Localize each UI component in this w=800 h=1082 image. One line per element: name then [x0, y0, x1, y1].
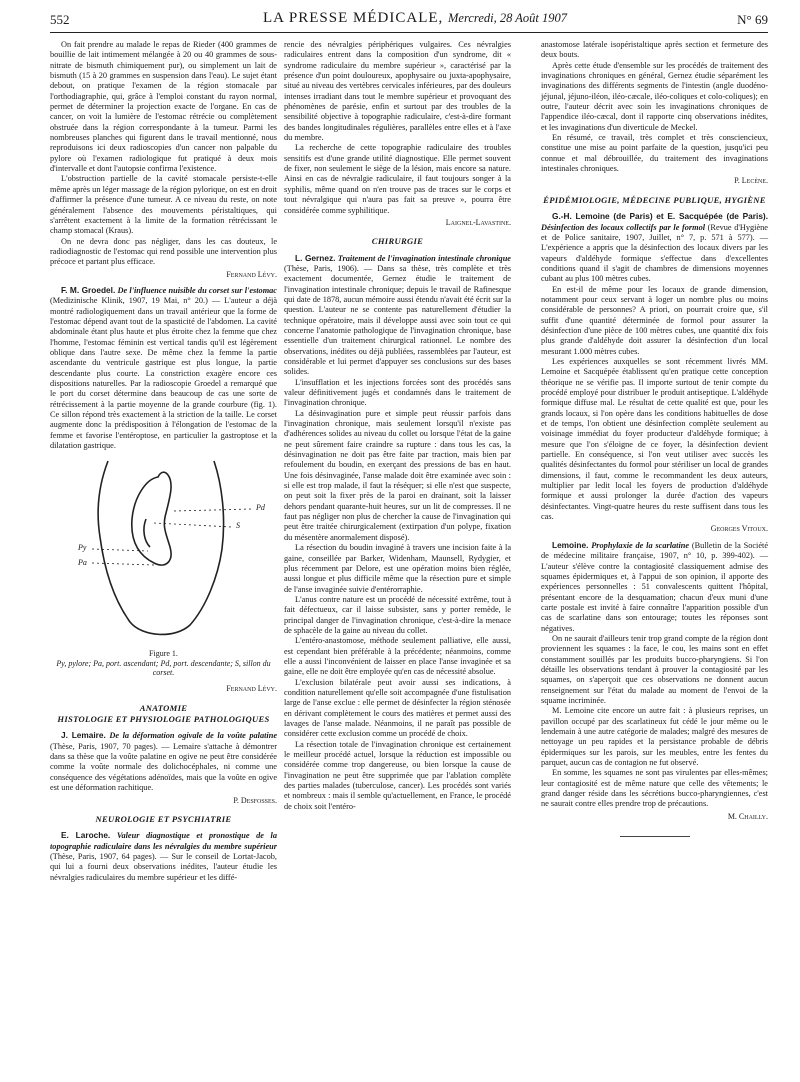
column-1: [50, 40, 277, 883]
section-heading: CHIRURGIE: [371, 236, 424, 247]
paragraph: La résection totale de l'invagination chronique est certainement le meilleur procédé actuel, lorsque la réduction est impossible ou considérée comme trop dangereuse, ou bien lorsque la cause de l'invagination ne peut être supprimée que par l'ablation complète des parties malades (tuberculose, cancer). Les procédés sont variés et nombreux : mais il semble qu'actuellement, en France, le procédé de choix soit l'entéro-: [284, 739, 511, 811]
article-author: J. Lemaire.: [61, 730, 106, 741]
paragraph: La recherche de cette topographie radiculaire des troubles sensitifs est d'une grande utilité diagnostique. Elle permet souvent de fixer, non seulement le siège de la lésion, mais encore sa nature. Ainsi en cas de névralgie radiculaire, il faut toujours songer à la syphilis, même quand on n'en trouve pas de traces sur le corps et tout névralgique qui n'aura pas fait sa preuve », pourra être considérée comme syphilitique.: [284, 143, 511, 215]
article-groedel: [50, 285, 277, 452]
article-text: (Thèse, Paris, 1906). — Dans sa thèse, très complète et très exactement documentée, Gernez étudie le traitement de l'invagination intestinale chronique; depuis le travail de Rafinesque qui date de 1878, aucun mémoire aussi étendu n'avait été écrit sur la question. L'auteur ne se contente pas naturellement d'étudier la technique opératoire, mais il développe aussi avec soin tout ce qui concerne l'anatomie pathologique de l'invagination chronique, base essentielle d'un traitement chirurgical rationnel. Le nombre des observations, inédites ou déjà publiées, rassemblées par l'auteur, est considérable et lui permet d'appuyer ses conclusions sur des bases solides.: [284, 263, 511, 377]
paragraph: Les expériences auxquelles se sont récemment livrés MM. Lemoine et Sacquépée établissent qu'en pratique cette conception théorique ne se vérifie pas. Il importe surtout de tenir compte du procédé employé pour distribuer le produit antiseptique. L'aldéhyde formique diffuse mal. Le résultat de cette qualité est que, pour les grands locaux, si l'on opère dans les conditions habituelles de dose et de temps, l'on obtient une désinfection complète seulement au voisinage immédiat du foyer producteur d'aldéhyde formique; à mesure que l'on s'éloigne de ce foyer, la désinfection devient partielle. En conséquence, si l'on veut utiliser avec succès les qualités désinfectantes du formol pour stériliser un local de grandes dimensions, il faut, comme le recommandent les deux auteurs, multiplier par ledit local les foyers de production d'aldéhyde formique et aussi prolonger la durée d'action des vapeurs désinfectantes. Vingt-quatre heures du reste suffisent dans tous les cas.: [541, 356, 768, 522]
end-rule: [620, 836, 690, 837]
paragraph: La désinvagination pure et simple peut réussir parfois dans l'invagination chronique, mais seulement lorsqu'il n'existe pas d'adhérences solides au niveau du collet ou lorsque l'état de la gaine ne peut sûrement faire craindre sa rupture : dans tous les cas, la désinvagination ne doit pas être faite par traction, mais bien par refoulement du boudin, en exerçant des pressions de bas en haut. Une fois désinvaginée, l'anse malade doit être examinée avec soin : si elle est trop malade, il faut la réséquer; si elle n'est que suspecte, on peut soit la fixer près de la paroi en drainant, soit la laisser dehors pendant quarante-huit heures, sur un lit de compresses. Il ne faut pas négliger non plus de chercher la cause de l'invagination qui peut être traitée chirurgicalement (extirpation d'un polype, fixation du mésentère anormalement disposé).: [284, 408, 511, 542]
article-text: (Bulletin de la Société de médecine militaire française, 1907, n° 10, p. 399-402). — L'auteur s'élève contre la contagiosité classiquement admise des squames épidermiques et, à l'appui de son opinion, il apporte des expériences personnelles : 51 convalescents quittent l'hôpital, présentant encore de la desquamation; chacun d'eux muni d'une carte postale est invité à faire connaître l'apparition possible d'un cas de scarlatine dans son entourage; toutes les réponses sont négatives.: [541, 540, 769, 633]
paragraph: M. Lemoine cite encore un autre fait : à plusieurs reprises, un pavillon occupé par des scarlatineux fut cédé le jour même ou le lendemain à une autre catégorie de malades; malgré des mesures de nettoyage un peu rapides et la persistance probable de débris épidermiques sur les parois, sur les meubles, entre les fentes du parquet, aucun cas de contagion ne fut observé.: [541, 706, 768, 768]
article-lemoine: [541, 540, 768, 634]
paragraph: En somme, les squames ne sont pas virulentes par elles-mêmes; leur contagiosité est de même nature que celle des vêtements; le grand danger réside dans les sécrétions bucco-pharyngiennes, c'est ne saurait contre elles prendre trop de précautions.: [541, 768, 768, 809]
paragraph: En est-il de même pour les locaux de grande dimension, notamment pour ceux servant à loger un nombre plus ou moins considérable de personnes? A priori, on pourrait croire que, s'il suffit d'une quantité déterminée de formol pour assurer la désinfection d'une pièce de 100 mètres cubes, une quantité dix fois plus grande d'aldéhyde doit assurer la désinfection d'un local mesurant 1.000 mètres cubes.: [541, 284, 768, 356]
article-laroche: [50, 830, 277, 883]
paragraph: L'entéro-anastomose, méthode seulement palliative, elle aussi, est cependant bien préférable à la précédente; néanmoins, comme elle a aussi l'inconvénient de laisser en place l'anse invaginée et sa gaine, elle ne doit être employée qu'en cas de nécessité absolue.: [284, 636, 511, 677]
figure-caption: [50, 649, 277, 678]
paragraph: On ne saurait d'ailleurs tenir trop grand compte de la région dont proviennent les squames : la face, le cou, les mains sont en effet constamment souillés par les produits bucco-pharyngiens. Si l'on détaille les observations tendant à prouver la contagiosité par les squames, on s'aperçoit que ces observations ne donnent aucun renseignement sur l'état du malade au moment de l'envoi de la squame incriminée.: [541, 633, 768, 705]
label-pa: Pa: [78, 558, 87, 568]
column-2: [284, 40, 511, 812]
issue-date: Mercredi, 28 Août 1907: [448, 11, 567, 25]
article-title: Prophylaxie de la scarlatine: [591, 540, 690, 550]
paragraph: rencie des névralgies périphériques vulgaires. Ces névralgies radiculaires entrent dans la composition d'un syndrome, dit « syndrome radiculaire du membre supérieur », caractérisé par la présence d'un point douloureux, apophysaire ou juxta-apophysaire, situé au niveau des vertèbres cervicales inférieures, par des douleurs intenses irradiant dans tout le membre supérieur et provoquant des phénomènes de parésie, enfin et surtout par des troubles de la sensibilité objective à topographie radiculaire, c'est-à-dire formant des bandes longitudinales régulières, parallèles entre elles et à l'axe du membre.: [284, 40, 511, 143]
article-title: De la déformation ogivale de la voûte palatine: [109, 731, 278, 741]
journal-name: LA PRESSE MÉDICALE,: [263, 10, 444, 26]
section-heading: ANATOMIE: [139, 702, 188, 713]
signature: M. Chailly.: [727, 811, 768, 821]
label-py: Py: [78, 543, 87, 553]
figure-caption-title: Figure 1.: [149, 649, 178, 659]
article-author: E. Laroche.: [61, 830, 111, 841]
signature: Georges Vitoux.: [710, 524, 768, 534]
issue-number: N° 69: [737, 12, 768, 27]
signature: Laignel-Lavastine.: [445, 217, 511, 227]
paragraph: L'insufflation et les injections forcées sont des procédés sans valeur définitivement jugés et condamnés dans le traitement de l'invagination chronique.: [284, 377, 511, 408]
section-heading: ÉPIDÉMIOLOGIE, MÉDECINE PUBLIQUE, HYGIÈNE: [543, 194, 766, 205]
page-number: 552: [50, 12, 70, 27]
running-title: [180, 10, 650, 27]
article-title: Valeur diagnostique et pronostique de la topographie radiculaire dans les névralgies du membre supérieur: [50, 831, 278, 851]
signature: P. Desfosses.: [233, 795, 277, 805]
paragraph: L'obstruction partielle de la cavité stomacale persiste-t-elle même après un léger massage de la région pylorique, on est en droit d'affirmer la présence d'une tumeur. A ce niveau du reste, on note généralement l'absence des mouvements péristaltiques, qui s'arrêtent exactement à la limite de la formation rétrécissant le champ stomacal (Kraus).: [50, 174, 277, 236]
article-gernez: [284, 253, 511, 378]
paragraph: L'exclusion bilatérale peut avoir aussi ses indications, à condition naturellement qu'elle soit accompagnée d'une fistulisation large de l'anse exclue : elle permet de désinfecter la région sténosée en dérivant complètement le cours des matières et permet aussi des lavages de l'anse malade. Néanmoins, il ne paraît pas possible de considérer cette exclusion comme un procédé de choix.: [284, 677, 511, 739]
article-author: L. Gernez.: [295, 252, 336, 263]
paragraph: L'anus contre nature est un procédé de nécessité extrême, tout à fait défectueux, car il laisse subsister, sans y porter remède, le principal danger de l'invagination chronique, c'est-à-dire la menace de sphacèle de la gaine au niveau du collet.: [284, 594, 511, 635]
label-pd: Pd: [256, 503, 265, 513]
section-heading: NEUROLOGIE ET PSYCHIATRIE: [95, 813, 232, 824]
article-text: (Revue d'Hygiène et de Police sanitaire, 1907, Juillet, n° 7, p. 571 à 577). — L'expérience a appris que la désinfection des locaux divers par les vapeurs d'aldéhyde formique s'effectue dans d'excellentes conditions quand il s'agit de chambres de dimensions moyennes cubant au plus 100 mètres cubes.: [541, 222, 768, 284]
article-title: Traitement de l'invagination intestinale chronique: [337, 253, 511, 263]
article-text: (Thèse, Paris, 1907, 70 pages). — Lemaire s'attache à démontrer dans sa thèse que la voûte palatine en ogive ne peut être considérée comme la voûte normale des dolichocéphales, ni comme une conséquence des végétations adénoïdes, mais que la voûte en ogive est une déformation rachitique.: [50, 741, 277, 793]
paragraph: On ne devra donc pas négliger, dans les cas douteux, le radiodiagnostic de l'estomac qui rend possible une intervention plus précoce et partant plus efficace.: [50, 236, 277, 267]
article-text: (Medizinische Klinik, 1907, 19 Mai, n° 20.) — L'auteur a déjà montré radiologiquement dans un travail antérieur que la forme de l'estomac dépend avant tout de la spasticité de l'abdomen. La cavité abdominale étant plus haute et plus étroite chez la femme que chez l'homme, l'estomac féminin est vertical tandis qu'il est légèrement oblique dans l'autre sexe. De même chez la femme la partie ascendante du ventricule gastrique est plus longue, la partie descendante plus courte. La constriction exagère encore ces dispositions naturelles. Par la radioscopie Groedel a remarqué que le port du corset détermine dans beaucoup de cas une sorte de rétrécissement à la partie moyenne de la grande courbure (fig. 1). Ce sillon répond très exactement à la striction de la taille. Le corset augmente donc la prédisposition à l'élongation de l'estomac de la femme et favorise l'entéroptose, en particulier la gastroptose et la dilatation gastrique.: [50, 296, 277, 451]
article-lemoine-sacquepee: [541, 211, 768, 284]
column-3: [541, 40, 768, 837]
article-title: Désinfection des locaux collectifs par le formol: [541, 222, 706, 232]
article-author: Lemoine.: [552, 539, 589, 550]
label-s: S: [236, 521, 240, 531]
page-header: [50, 10, 768, 33]
paragraph: En résumé, ce travail, très complet et très consciencieux, constitue une mise au point parfaite de la question, jusqu'ici peu connue et mal débrouillée, du traitement des invaginations intestinales chroniques.: [541, 133, 768, 174]
paragraph: On fait prendre au malade le repas de Rieder (400 grammes de bouillie de lait intimement mélangée à 20 ou 40 grammes de sous-nitrate de bismuth chimiquement pur), ou simplement un lait de bismuth (15 à 20 grammes en suspension dans l'eau). Le sujet étant debout, on pratique l'examen de la région stomacale par l'orthodiagraphie, qui, grâce à l'emploi constant du rayon normal, permet de déterminer la projection exacte de l'organe. En cas de cancer, on voit la lumière de l'estomac rétrécie ou complètement obstruée dans la région correspondante à la tumeur. Parmi les nombreuses planches qui figurent dans le travail mentionné, nous reproduisons ici deux radioscopies d'un cancer non palpable du pylore où l'examen radiologique fut pratiqué à deux mois d'intervalle et dont l'autopsie confirma l'existence.: [50, 40, 277, 174]
signature: P. Lecène.: [734, 176, 768, 186]
signature: Fernand Lévy.: [226, 684, 277, 694]
paragraph: anastomose latérale isopéristaltique après section et fermeture des deux bouts.: [541, 40, 768, 60]
article-text: (Thèse, Paris, 1907, 64 pages). — Sur le conseil de Lortat-Jacob, qui lui a fourni deux observations inédites, l'auteur étudie les névralgies radiculaires du membre supérieur et les diffé-: [50, 851, 277, 882]
article-author: F. M. Groedel.: [61, 284, 116, 295]
article-author: G.-H. Lemoine (de Paris) et E. Sacquépée (de Paris).: [552, 211, 768, 222]
paragraph: Après cette étude d'ensemble sur les procédés de traitement des invaginations chroniques en général, Gernez étudie séparément les invaginations des différents segments de l'intestin (angle duodéno-jéjunal, jéjuno-iléon, iléo-cæcale, iléo-coliques et colo-coliques); en outre, l'auteur décrit avec soin les invaginations chroniques de l'appendice iléo-cæcal, dont il rapporte cinq observations inédites, et les invaginations d'un diverticule de Meckel.: [541, 60, 768, 132]
section-heading: HISTOLOGIE ET PHYSIOLOGIE PATHOLOGIQUES: [57, 714, 270, 725]
article-title: De l'influence nuisible du corset sur l'estomac: [117, 285, 277, 295]
article-lemaire: [50, 730, 277, 793]
paragraph: La résection du boudin invaginé à travers une incision faite à la gaine, conseillée par Barker, Widenham, Maunsell, Rydygier, et plus récemment par Delore, est une opération moins bien réglée, aussi longue et plus difficile même que la résection pure et simple de l'anse invaginée suivie d'entérorraphie.: [284, 543, 511, 594]
figure-1: [50, 457, 277, 678]
signature: Fernand Lévy.: [226, 269, 277, 279]
figure-caption-text: Py, pylore; Pa, port. ascendant; Pd, port. descendante; S, sillon du corset.: [56, 658, 271, 678]
